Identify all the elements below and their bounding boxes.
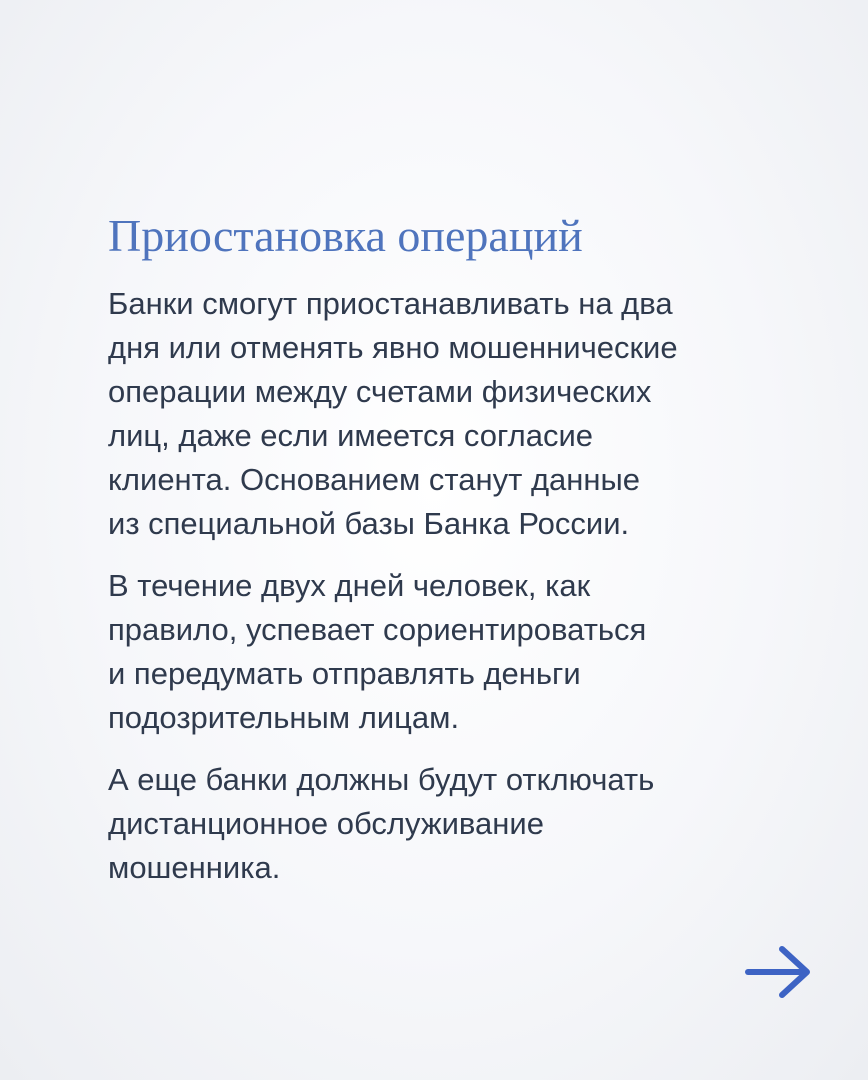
text-line: А еще банки должны будут отключать <box>108 762 655 797</box>
arrow-right-icon <box>742 944 814 1000</box>
paragraph-1 <box>108 282 808 546</box>
text-line: лиц, даже если имеется согласие <box>108 418 593 453</box>
paragraph-2 <box>108 564 808 740</box>
text-line: В течение двух дней человек, как <box>108 568 591 603</box>
text-line: подозрительным лицам. <box>108 700 460 735</box>
text-line: дня или отменять явно мошеннические <box>108 330 678 365</box>
text-line: мошенника. <box>108 850 281 885</box>
text-line: клиента. Основанием станут данные <box>108 462 641 497</box>
text-line: и передумать отправлять деньги <box>108 656 581 691</box>
text-line: Банки смогут приостанавливать на два <box>108 286 673 321</box>
next-slide-button[interactable] <box>742 944 814 1000</box>
page-title: Приостановка операций <box>108 210 583 261</box>
text-line: из специальной базы Банка России. <box>108 506 630 541</box>
text-line: правило, успевает сориентироваться <box>108 612 647 647</box>
body-text <box>108 282 808 908</box>
text-line: дистанционное обслуживание <box>108 806 544 841</box>
paragraph-3 <box>108 758 808 890</box>
text-line: операции между счетами физических <box>108 374 652 409</box>
